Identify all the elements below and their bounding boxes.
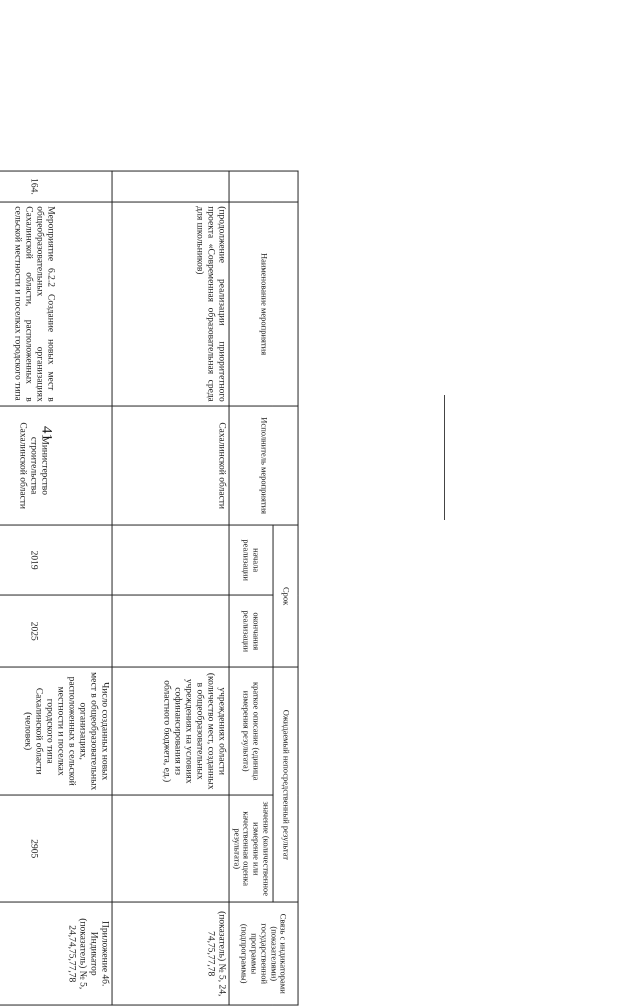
header-start: начала реализации [229,525,273,595]
row-link: (показатель) № 5, 24, 74,75,77,78 [112,902,229,1005]
row-value: 2905 [0,795,112,902]
page-number: 41 [38,426,55,441]
row-number: 164. [0,171,112,202]
table-header-row [273,171,298,1005]
header-value: значение (количественное измерение или качественная оценка результата) [229,795,273,902]
header-result: Ожидаемый непосредственный результат [273,667,298,902]
row-end [112,595,229,667]
table-row [0,171,112,1005]
row-value [112,795,229,902]
header-executor: Исполнитель мероприятия [229,406,298,525]
row-description: учреждениях области (количество мест, созданных в общеобразовательных учреждениях на условиях софинансирования из областного бюджета, ед.) [112,667,229,795]
header-number [229,171,298,202]
row-name: (продолжение реализации приоритетного проекта «Современная образовательная среда для школьников) [112,202,229,406]
header-term: Срок [273,525,298,667]
measures-table [0,171,299,1006]
row-executor: Министерство строительства Сахалинской области [0,406,112,525]
row-name: Мероприятие 6.2.2 Создание новых мест в общеобразовательных организациях Сахалинской области, расположенных в сельской местности и поселках городского типа [0,202,112,406]
table-row [112,171,229,1005]
header-end: окончания реализации [229,595,273,667]
header-link: Связь с индикаторами (показателями) государственной программы (подпрограммы) [229,902,298,1005]
margin-line [444,395,445,520]
row-number [112,171,229,202]
row-description: Число созданных новых мест в общеобразовательных организациях, расположенных в сельской местности и поселках городского типа Сахалинской области (человек) [0,667,112,795]
row-start [112,525,229,595]
header-short-description: краткое описание (единица измерения результата) [229,667,273,795]
row-executor: Сахалинской области [112,406,229,525]
row-start: 2019 [0,525,112,595]
row-end: 2025 [0,595,112,667]
header-name: Наименование мероприятия [229,202,298,406]
row-link: Приложение 4б. Индикатор (показатель) № 5, 24,74,75,77,78 [0,902,112,1005]
